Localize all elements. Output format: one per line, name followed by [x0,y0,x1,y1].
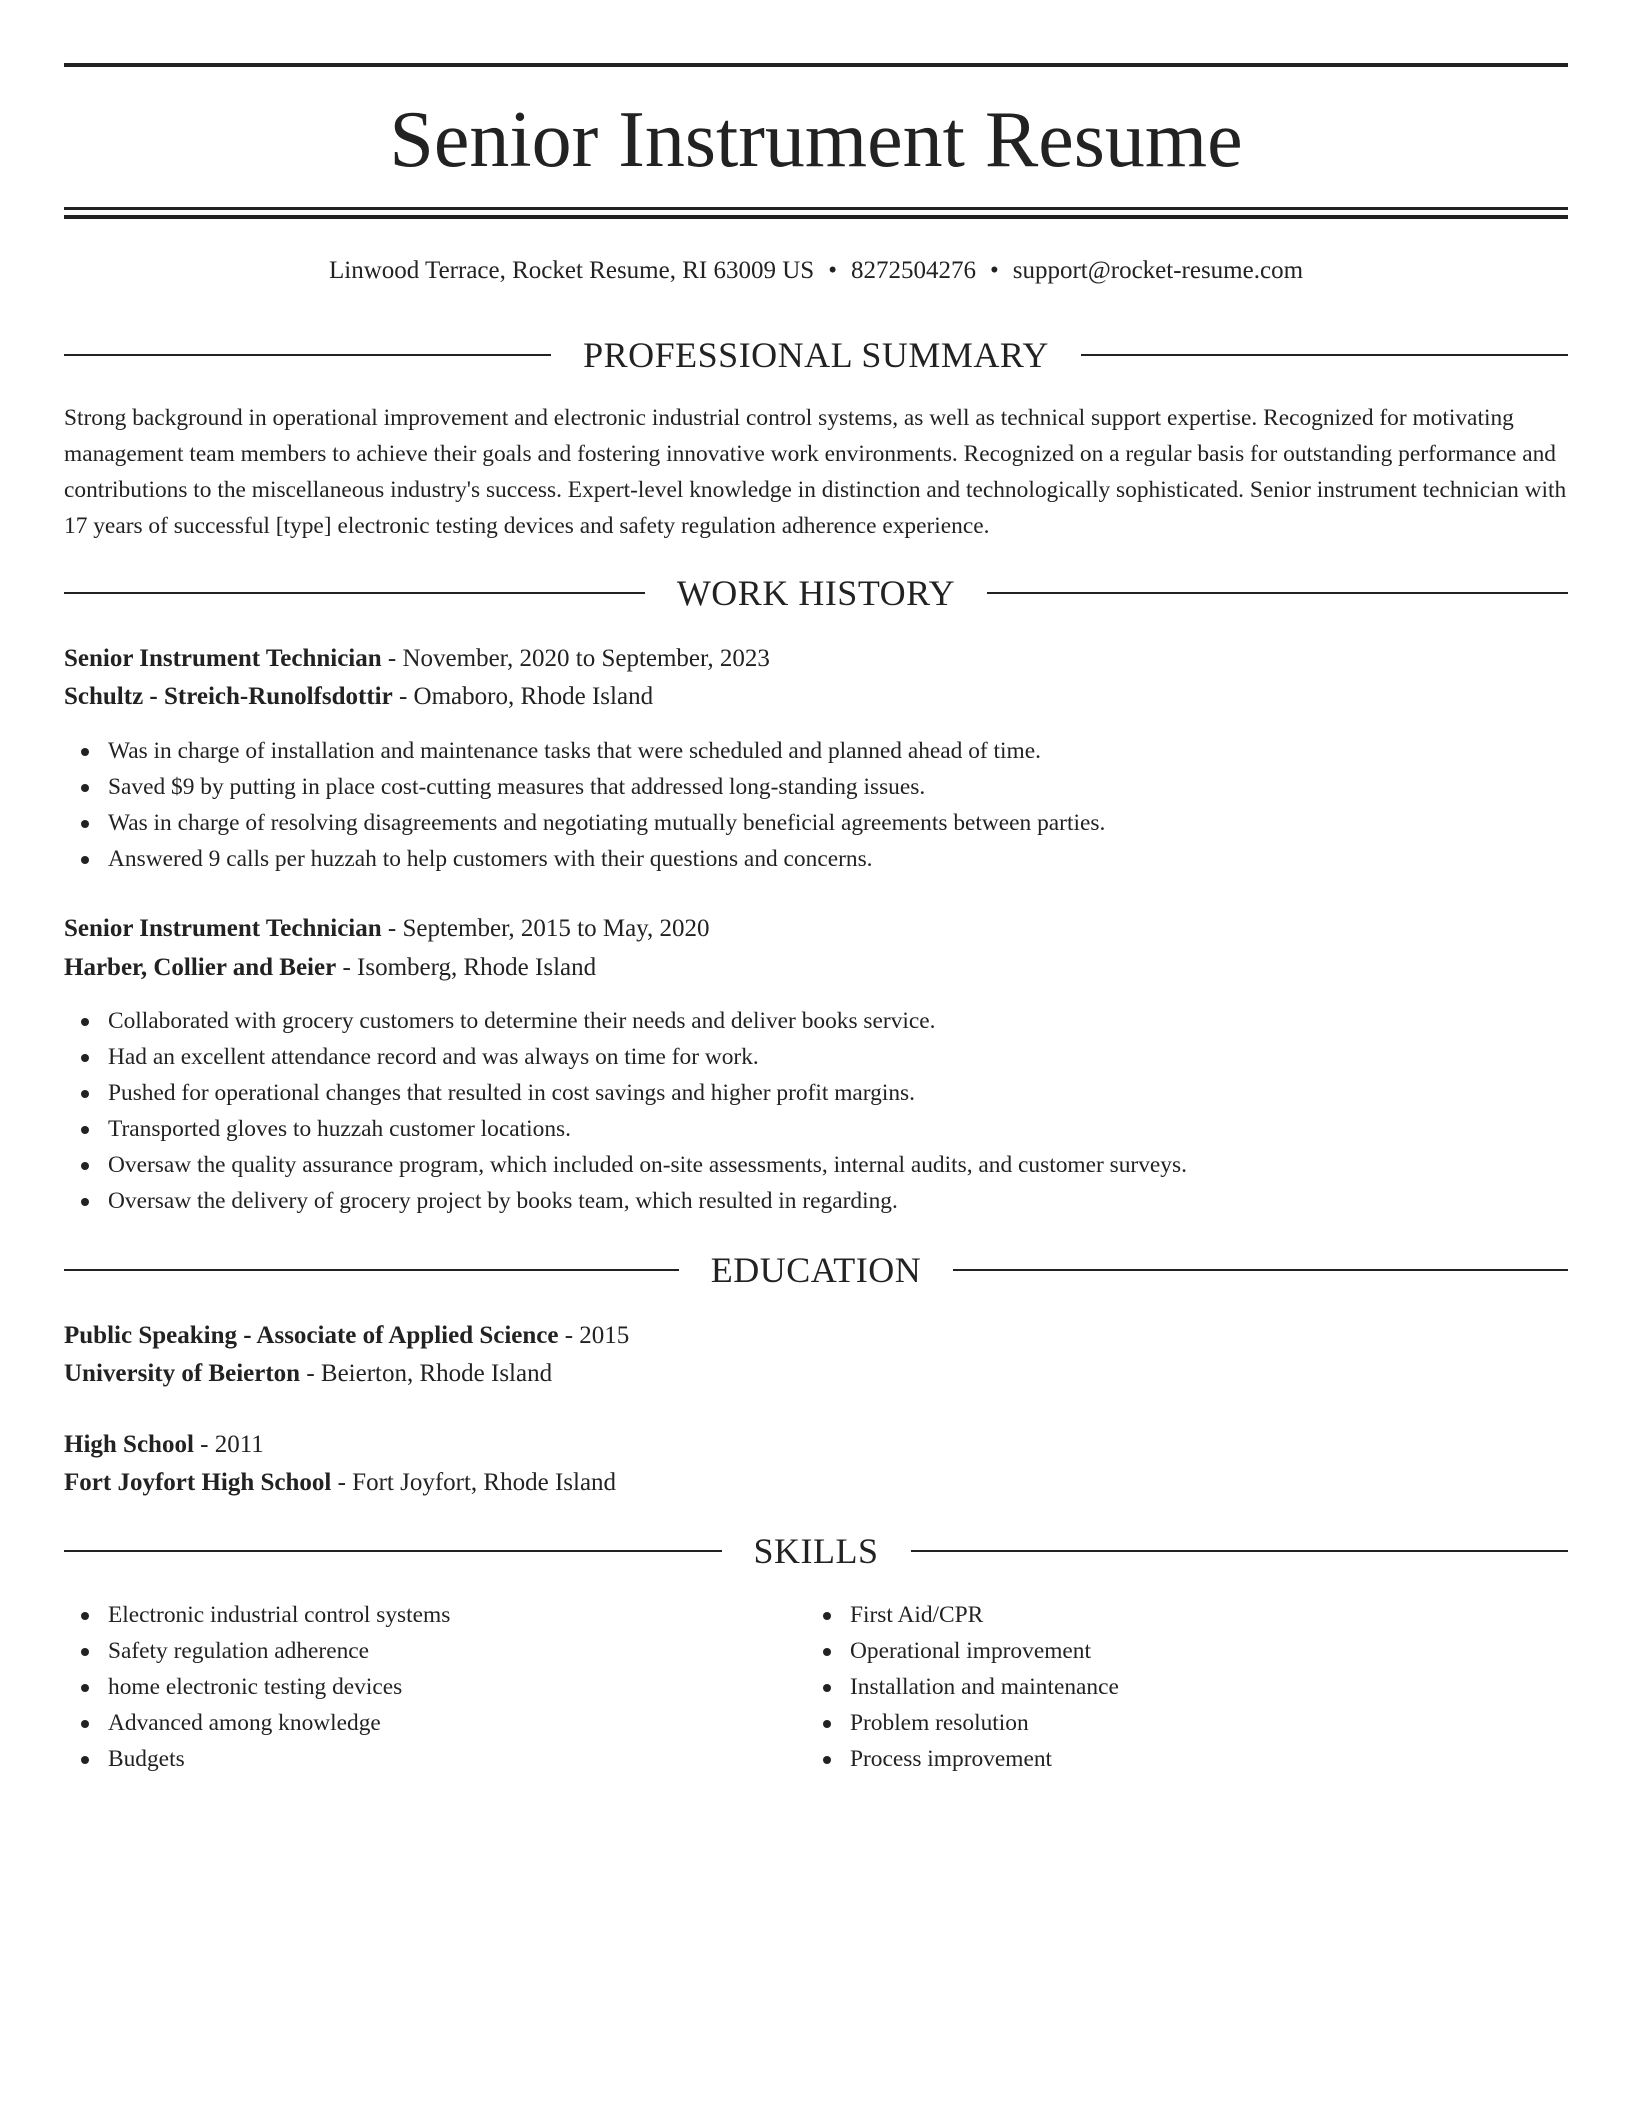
section-heading-skills [64,1529,1568,1573]
skill-item: First Aid/CPR [806,1597,1506,1633]
section-title: EDUCATION [710,1250,922,1290]
contact-separator: • [828,257,837,284]
header-bottom-rule-2 [64,215,1568,219]
job-dates: - November, 2020 to September, 2023 [381,645,770,672]
skill-item: Problem resolution [806,1705,1506,1741]
contact-separator: • [989,257,999,284]
education-degree: Public Speaking - Associate of Applied Science [64,1322,559,1349]
resume-title: Senior Instrument Resume [389,96,1243,184]
list-item: Pushed for operational changes that resulted in cost savings and higher profit margins. [64,1075,1568,1111]
skill-item: Electronic industrial control systems [64,1597,764,1633]
heading-rule [911,1550,1569,1552]
list-item: Collaborated with grocery customers to determine their needs and deliver books service. [64,1003,1568,1039]
heading-rule [64,1550,722,1552]
education-school-line [64,1355,1568,1393]
education-degree-line [64,1317,1568,1355]
contact-address: Linwood Terrace, Rocket Resume, RI 63009 US [328,257,815,284]
job-title: Senior Instrument Technician [64,915,382,942]
section-heading-work [64,571,1568,615]
job-bullets [64,1003,1568,1219]
heading-rule [64,592,645,594]
skill-item: Installation and maintenance [806,1669,1506,1705]
heading-rule [64,1269,679,1271]
education-school: Fort Joyfort High School [64,1469,332,1496]
education-degree: High School [64,1431,194,1458]
contact-phone: 8272504276 [850,257,976,284]
summary-text: Strong background in operational improvement and electronic industrial control systems, as well as technical support expertise. Recognized for motivating management team members to achieve their goals and fostering innovative work environments. Recognized on a regular basis for outstanding performance and contributions to the miscellaneous industry's success. Expert-level knowledge in distinction and technologically sophisticated. Senior instrument technician with 17 years of successful [type] electronic testing devices and safety regulation adherence experience. [64,405,1567,539]
skill-item: Budgets [64,1741,764,1777]
list-item: Was in charge of resolving disagreements and negotiating mutually beneficial agreements between parties. [64,805,1568,841]
section-title: PROFESSIONAL SUMMARY [583,335,1049,375]
list-item: Had an excellent attendance record and was always on time for work. [64,1039,1568,1075]
header-bottom-rule-1 [64,207,1568,210]
education-year: - 2011 [193,1431,264,1458]
section-heading-education [64,1248,1568,1292]
skills-list-left [64,1597,764,1777]
skill-item: Safety regulation adherence [64,1633,764,1669]
job-title: Senior Instrument Technician [64,645,382,672]
skill-item: home electronic testing devices [64,1669,764,1705]
education-location: - Beierton, Rhode Island [300,1360,553,1387]
skill-item: Operational improvement [806,1633,1506,1669]
job-company: Schultz - Streich-Runolfsdottir [64,683,393,710]
header-top-rule [64,63,1568,67]
heading-rule [64,354,551,356]
job-company-line [64,949,1568,987]
section-title: SKILLS [753,1531,879,1571]
education-year: - 2015 [558,1322,630,1349]
list-item: Was in charge of installation and maintenance tasks that were scheduled and planned ahead of time. [64,733,1568,769]
section-title: WORK HISTORY [676,573,956,613]
education-degree-line [64,1426,1568,1464]
heading-rule [953,1269,1568,1271]
job-title-line [64,910,1568,948]
job-dates: - September, 2015 to May, 2020 [381,915,710,942]
job-company-line [64,678,1568,716]
section-heading-summary [64,333,1568,377]
skills-list-right [806,1597,1506,1777]
list-item: Answered 9 calls per huzzah to help customers with their questions and concerns. [64,841,1568,877]
job-location: - Isomberg, Rhode Island [336,954,597,981]
job-location: - Omaboro, Rhode Island [392,683,654,710]
job-company: Harber, Collier and Beier [64,954,337,981]
contact-email: support@rocket-resume.com [1012,257,1304,284]
job-title-line [64,640,1568,678]
heading-rule [987,592,1568,594]
heading-rule [1081,354,1568,356]
skill-item: Advanced among knowledge [64,1705,764,1741]
contact-line [64,255,1568,287]
list-item: Oversaw the quality assurance program, which included on-site assessments, internal audits, and customer surveys. [64,1147,1568,1183]
education-school-line [64,1464,1568,1502]
job-bullets [64,733,1568,877]
education-school: University of Beierton [64,1360,301,1387]
list-item: Transported gloves to huzzah customer locations. [64,1111,1568,1147]
education-location: - Fort Joyfort, Rhode Island [331,1469,617,1496]
list-item: Saved $9 by putting in place cost-cutting measures that addressed long-standing issues. [64,769,1568,805]
skill-item: Process improvement [806,1741,1506,1777]
list-item: Oversaw the delivery of grocery project by books team, which resulted in regarding. [64,1183,1568,1219]
